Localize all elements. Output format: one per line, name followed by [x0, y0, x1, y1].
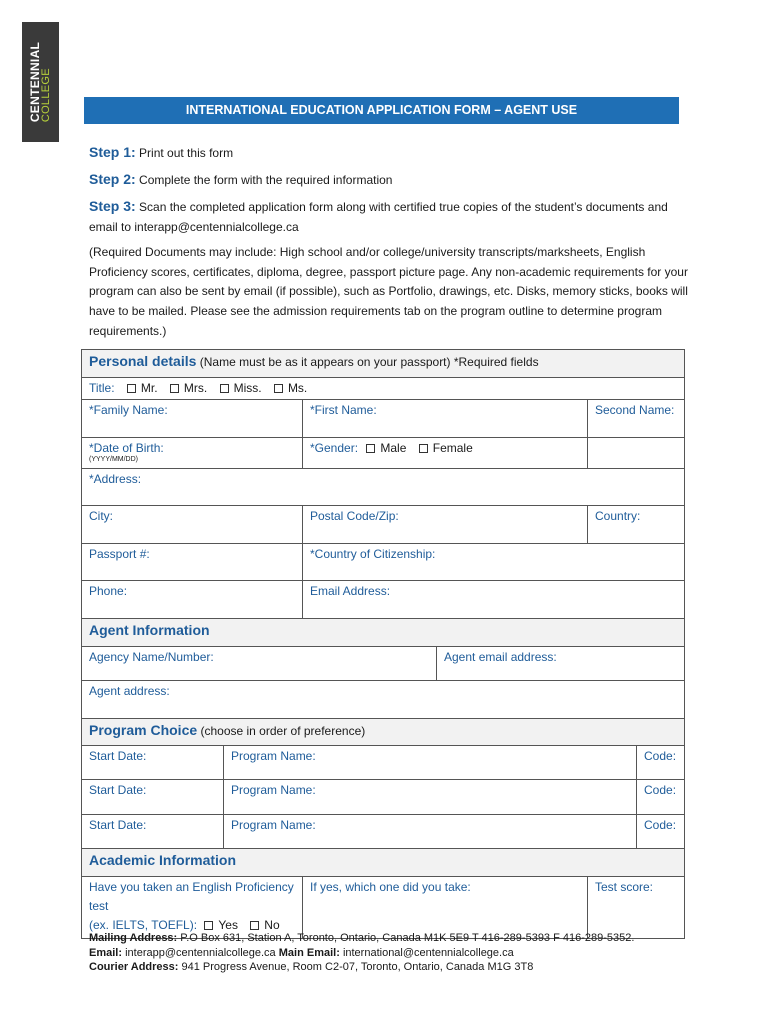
program-name-field-1[interactable]: Program Name:: [224, 746, 637, 780]
personal-details-header: [82, 350, 685, 378]
which-test-field[interactable]: If yes, which one did you take:: [303, 877, 588, 939]
second-name-field[interactable]: Second Name:: [588, 400, 685, 438]
title-mr-checkbox[interactable]: [127, 384, 136, 393]
title-ms-label: Ms.: [287, 381, 308, 395]
code-field-2[interactable]: Code:: [637, 780, 685, 815]
main-email-label: Main Email:: [278, 946, 340, 959]
email-line: [89, 946, 634, 961]
courier-address-text: 941 Progress Avenue, Room C2-07, Toronto, Ontario, Canada M1G 3T8: [181, 961, 534, 973]
english-test-question: [82, 877, 303, 939]
title-mrs-checkbox[interactable]: [170, 384, 179, 393]
step-1-label: Step 1:: [89, 144, 136, 160]
logo-line-1: CENTENNIAL: [27, 41, 42, 123]
email-label: Email:: [89, 946, 123, 959]
step-2-text: Complete the form with the required information: [139, 173, 393, 187]
gender-male-checkbox[interactable]: [366, 444, 375, 453]
city-field[interactable]: City:: [82, 506, 303, 544]
application-form-table: [81, 349, 685, 939]
courier-address-label: Courier Address:: [89, 961, 179, 973]
email-address-link[interactable]: interapp@centennialcollege.ca: [125, 946, 276, 959]
contact-footer: [89, 931, 634, 975]
agent-address-field[interactable]: Agent address:: [82, 681, 685, 719]
required-documents-note: (Required Documents may include: High school and/or college/university transcripts/marksheets, English Proficiency scores, certificates, diploma, degree, passport picture page. Any non-academic requirements for your program can also be sent by email (if possible), such as Portfolio, drawings, etc. Disks, memory sticks, books will have to be mailed. Please see the admission requirements tab on the program outline to determine program requirements.): [89, 245, 688, 338]
agent-email-field[interactable]: Agent email address:: [437, 647, 685, 681]
program-choice-note: (choose in order of preference): [200, 724, 366, 738]
english-test-yes-checkbox[interactable]: [204, 921, 213, 930]
mailing-address-line: [89, 931, 634, 946]
step-2: [89, 171, 392, 187]
title-row: [82, 378, 685, 400]
gender-female-checkbox[interactable]: [419, 444, 428, 453]
test-score-field[interactable]: Test score:: [588, 877, 685, 939]
title-mrs-label: Mrs.: [183, 381, 208, 395]
address-field[interactable]: *Address:: [82, 469, 685, 506]
agency-name-field[interactable]: Agency Name/Number:: [82, 647, 437, 681]
english-test-no-checkbox[interactable]: [250, 921, 259, 930]
logo-line-2: COLLEGE: [39, 68, 52, 123]
dob-label: *Date of Birth:: [89, 441, 164, 455]
postal-code-field[interactable]: Postal Code/Zip:: [303, 506, 588, 544]
passport-field[interactable]: Passport #:: [82, 544, 303, 581]
program-choice-header: [82, 719, 685, 746]
code-field-3[interactable]: Code:: [637, 815, 685, 849]
english-test-question-line2: (ex. IELTS, TOEFL):: [89, 918, 198, 932]
title-label: Title:: [89, 381, 115, 395]
gender-female-label: Female: [432, 441, 473, 455]
date-of-birth-field[interactable]: [82, 438, 303, 469]
mailing-address-text: P.O Box 631, Station A, Toronto, Ontario, Canada M1K 5E9 T 416-289-5393 F 416-289-5352.: [180, 932, 635, 944]
family-name-field[interactable]: *Family Name:: [82, 400, 303, 438]
english-test-yes-label: Yes: [218, 918, 238, 932]
step-1-text: Print out this form: [139, 146, 234, 160]
gender-label: *Gender:: [310, 441, 359, 455]
title-miss-label: Miss.: [233, 381, 262, 395]
citizenship-field[interactable]: *Country of Citizenship:: [303, 544, 685, 581]
courier-address-line: [89, 960, 634, 975]
start-date-field-2[interactable]: Start Date:: [82, 780, 224, 815]
main-email-link[interactable]: international@centennialcollege.ca: [342, 946, 514, 959]
step-3-text: Scan the completed application form along with certified true copies of the student’s documents and email to interapp@centennialcollege.ca: [89, 200, 668, 234]
form-title-banner: INTERNATIONAL EDUCATION APPLICATION FORM – AGENT USE: [84, 97, 679, 124]
english-test-no-label: No: [264, 918, 280, 932]
title-miss-checkbox[interactable]: [220, 384, 229, 393]
academic-information-header: [82, 849, 685, 877]
step-1: [89, 144, 233, 160]
mailing-address-label: Mailing Address:: [89, 932, 178, 944]
email-field[interactable]: Email Address:: [303, 581, 685, 619]
start-date-field-3[interactable]: Start Date:: [82, 815, 224, 849]
agent-information-heading: Agent Information: [89, 622, 210, 638]
academic-information-heading: Academic Information: [89, 852, 237, 868]
first-name-field[interactable]: *First Name:: [303, 400, 588, 438]
step-2-label: Step 2:: [89, 171, 136, 187]
country-field[interactable]: Country:: [588, 506, 685, 544]
gender-field: [303, 438, 588, 469]
step-3: [89, 196, 689, 237]
agent-information-header: [82, 619, 685, 647]
dob-format-hint: (YYYY/MM/DD): [89, 456, 138, 463]
blank-cell: [588, 438, 685, 469]
program-name-field-3[interactable]: Program Name:: [224, 815, 637, 849]
english-test-question-line1: Have you taken an English Proficiency test: [89, 880, 294, 913]
centennial-logo: [22, 22, 59, 142]
phone-field[interactable]: Phone:: [82, 581, 303, 619]
program-name-field-2[interactable]: Program Name:: [224, 780, 637, 815]
step-3-label: Step 3:: [89, 198, 136, 214]
personal-details-heading: Personal details: [89, 353, 197, 369]
title-ms-checkbox[interactable]: [274, 384, 283, 393]
title-mr-label: Mr.: [140, 381, 158, 395]
personal-details-note: (Name must be as it appears on your passport) *Required fields: [199, 355, 539, 369]
gender-male-label: Male: [380, 441, 407, 455]
code-field-1[interactable]: Code:: [637, 746, 685, 780]
start-date-field-1[interactable]: Start Date:: [82, 746, 224, 780]
program-choice-heading: Program Choice: [89, 722, 198, 738]
